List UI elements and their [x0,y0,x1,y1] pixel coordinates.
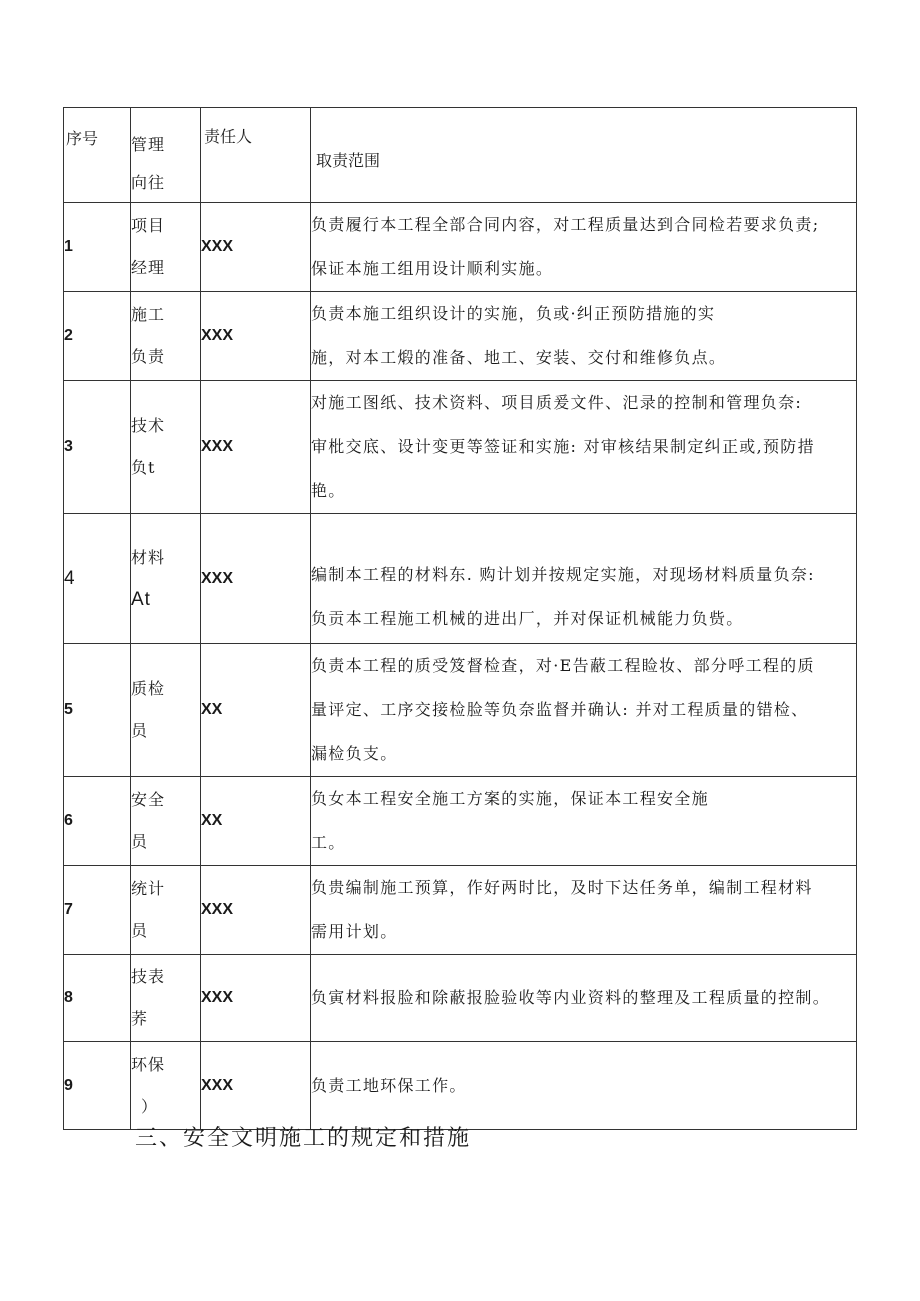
row-no: 4 [64,514,131,644]
table-row [64,381,857,514]
row-desc: 对施工图纸、技术资料、项目质爰文件、汜录的控制和管理负奈: 审枇交底、设计变更等签证和实施: 对审核结果制定纠正或,预防措 艳。 [311,381,857,514]
row-desc: 负寅材料报脸和除蔽报脸验收等内业资料的整理及工程质量的控制。 [311,955,857,1042]
row-role: 安全 员 [131,777,201,866]
row-no: 1 [64,203,131,292]
table-row [64,514,857,644]
row-desc: 负责履行本工程全部合同内容，对工程质量达到合同检若要求负责; 保证本施工组用设计顺利实施。 [311,203,857,292]
section-title: 三、安全文明施工的规定和措施 [135,1126,472,1151]
row-no: 9 [64,1042,131,1130]
row-person: XXX [201,514,311,644]
header-person: 责任人 [201,108,311,203]
row-person: XXX [201,292,311,381]
table-row [64,955,857,1042]
row-role: 项目 经理 [131,203,201,292]
row-person: XXX [201,381,311,514]
row-role: 材料 At [131,514,201,644]
row-no: 6 [64,777,131,866]
responsibility-table [63,107,857,1130]
row-role: 统计 员 [131,866,201,955]
row-role: 技表 荞 [131,955,201,1042]
row-desc: 负女本工程安全施工方案的实施，保证本工程安全施 工。 [311,777,857,866]
table-row [64,203,857,292]
row-role: 施工 负责 [131,292,201,381]
row-no: 7 [64,866,131,955]
table-row [64,292,857,381]
table-row [64,866,857,955]
header-role: 管理 向往 [131,108,201,203]
row-role: 环保 ） [131,1042,201,1130]
table-row [64,777,857,866]
row-no: 8 [64,955,131,1042]
row-desc: 负责本工程的质受笈督检查，对·E告蔽工程睑妆、部分呼工程的质 量评定、工序交接检脸等负奈监督并确认: 并对工程质量的错检、 漏检负支。 [311,644,857,777]
row-desc: 负贵编制施工预算，作好两时比，及时下达任务单，编制工程材料 需用计划。 [311,866,857,955]
row-person: XX [201,644,311,777]
row-person: XXX [201,955,311,1042]
header-no: 序号 [64,108,131,203]
row-role: 技术 负t [131,381,201,514]
table-header-row [64,108,857,203]
row-no: 5 [64,644,131,777]
row-person: XXX [201,1042,311,1130]
row-desc: 负责工地环保工作。 [311,1042,857,1130]
row-person: XXX [201,866,311,955]
row-role: 质检 员 [131,644,201,777]
table-row [64,644,857,777]
row-no: 2 [64,292,131,381]
row-desc: 编制本工程的材料东. 购计划并按规定实施，对现场材料质量负奈: 负贡本工程施工机械的进出厂，并对保证机械能力负赀。 [311,514,857,644]
header-desc: 取责范围 [311,108,857,203]
row-person: XX [201,777,311,866]
table-row [64,1042,857,1130]
row-person: XXX [201,203,311,292]
row-no: 3 [64,381,131,514]
row-desc: 负责本施工组织设计的实施，负或·纠正预防措施的实 施，对本工煅的准备、地工、安装、交付和维修负点。 [311,292,857,381]
